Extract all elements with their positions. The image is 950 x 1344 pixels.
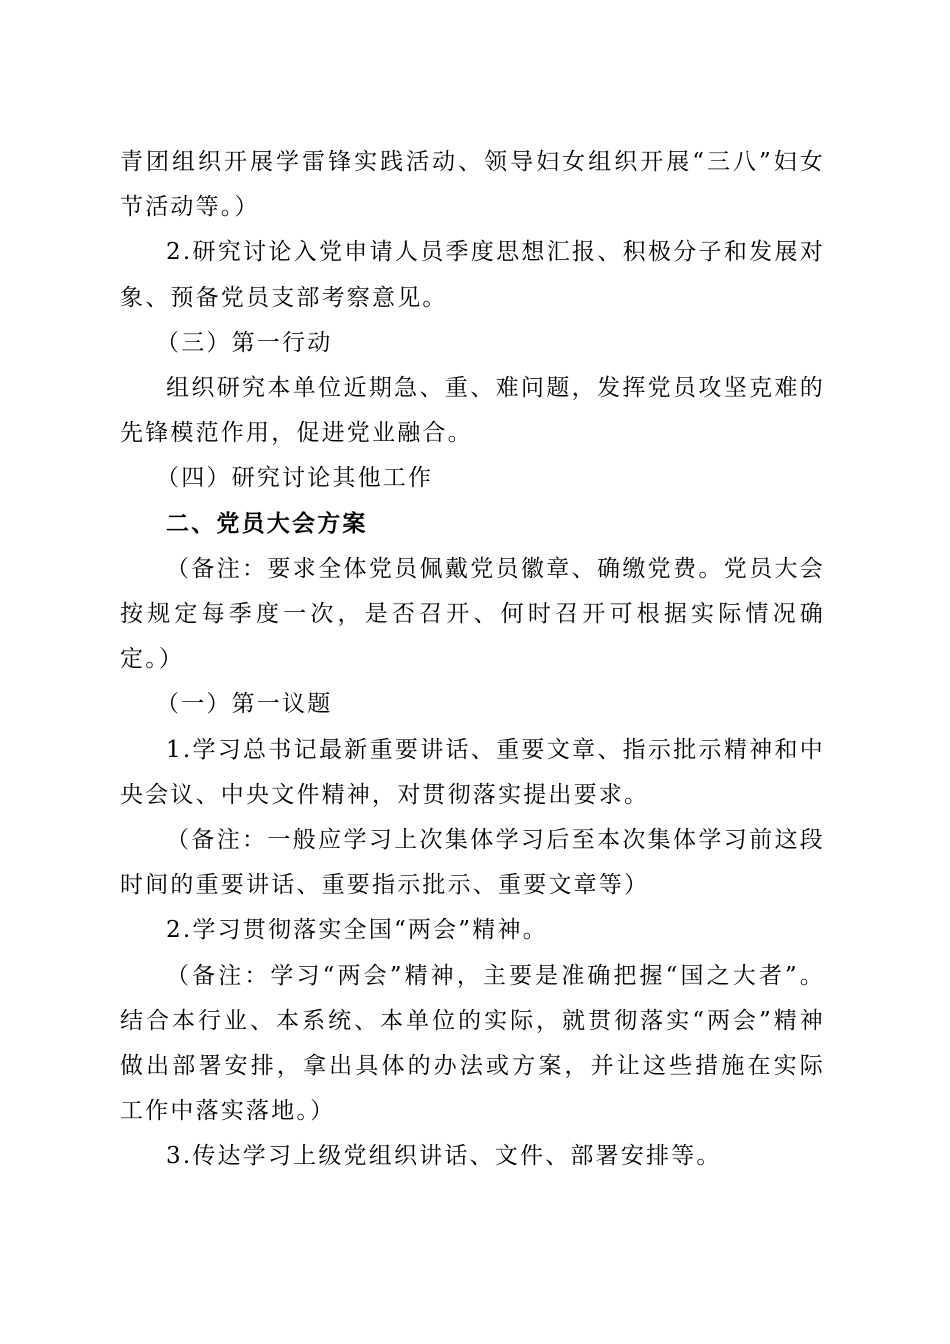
paragraph-item-2: 2.研究讨论入党申请人员季度思想汇报、积极分子和发展对象、预备党员支部考察意见。 [120, 239, 825, 311]
paragraph-topic-item-1: 1.学习总书记最新重要讲话、重要文章、指示批示精神和中央会议、中央文件精神，对贯彻落实提出要求。 [120, 736, 825, 808]
section-heading-party-congress: 二、党员大会方案 [166, 510, 368, 537]
paragraph-topic-item-3: 3.传达学习上级党组织讲话、文件、部署安排等。 [166, 1143, 722, 1170]
paragraph-note-congress: （备注：要求全体党员佩戴党员徽章、确缴党费。党员大会按规定每季度一次，是否召开、何时召开可根据实际情况确定。） [120, 555, 825, 673]
paragraph-continuation: 青团组织开展学雷锋实践活动、领导妇女组织开展“三八”妇女节活动等。） [120, 149, 825, 221]
subheading-first-topic: （一）第一议题 [156, 691, 333, 718]
subheading-third-action: （三）第一行动 [156, 329, 333, 356]
paragraph-action-body: 组织研究本单位近期急、重、难问题，发挥党员攻坚克难的先锋模范作用，促进党业融合。 [120, 375, 825, 447]
paragraph-topic-item-2: 2.学习贯彻落实全国“两会”精神。 [166, 917, 548, 944]
paragraph-note-two-sessions: （备注：学习“两会”精神，主要是准确把握“国之大者”。结合本行业、本系统、本单位的实际，就贯彻落实“两会”精神做出部署安排，拿出具体的办法或方案，并让这些措施在实际工作中落实落地。） [120, 962, 825, 1125]
paragraph-note-study: （备注：一般应学习上次集体学习后至本次集体学习前这段时间的重要讲话、重要指示批示、重要文章等） [120, 827, 825, 899]
document-body [120, 140, 825, 1180]
subheading-other-work: （四）研究讨论其他工作 [156, 465, 434, 492]
